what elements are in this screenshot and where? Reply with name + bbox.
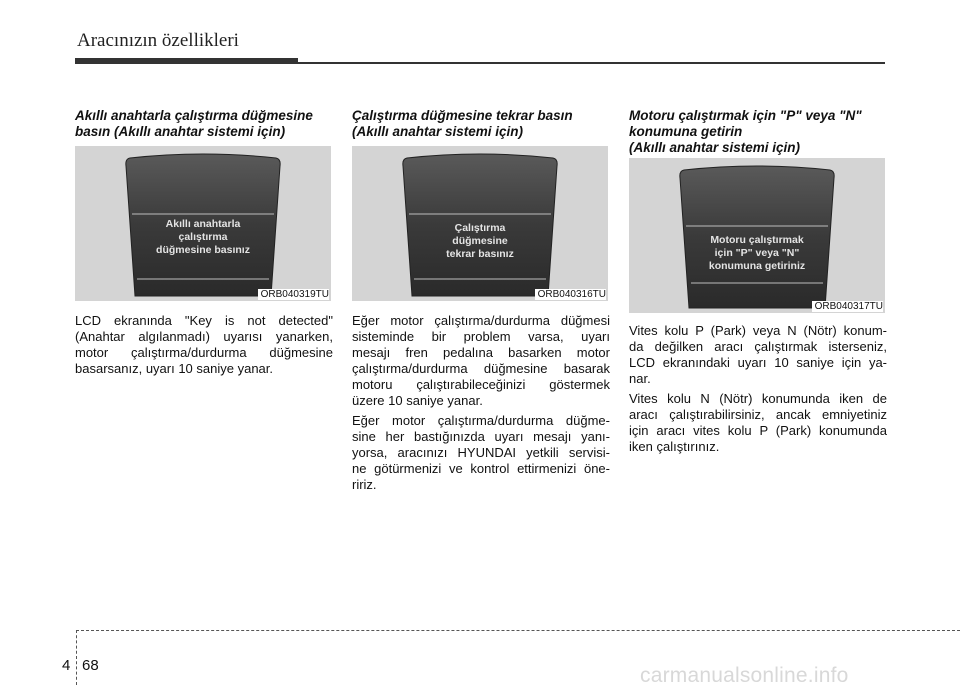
footer-vertical-rule [76, 630, 77, 685]
body-paragraph: Eğer motor çalıştırma/durdurma düğme- sine her bastığınızda uyarı mesajı yanı- yorsa, aracınızı HYUNDAI yetkili servisi- ne götürmenizi ve kontrol ettirmenizi öne- ririz. [352, 413, 610, 492]
body-paragraph: Vites kolu N (Nötr) konumunda iken de aracı çalıştırabilirsiniz, ancak emniyetiniz için aracı vites kolu P (Park) konumunda iken çalıştırınız. [629, 391, 887, 454]
page-number: 68 [82, 657, 99, 674]
column-2 [352, 108, 610, 497]
body-paragraph: Eğer motor çalıştırma/durdurma düğmesi sisteminde bir problem varsa, uyarı mesajı fren pedalına basarken motor çalıştırma/durdurma düğmesine basarak motoru çalıştırabileceğinizi göstermek üzere 10 saniye yanar. [352, 313, 610, 408]
column-3 [629, 108, 887, 459]
lcd-message-text: Motoru çalıştırmak için "P" veya "N" konumuna getiriniz [708, 234, 806, 272]
section-heading: Çalıştırma düğmesine tekrar basın (Akıllı anahtar sistemi için) [352, 108, 573, 139]
header-rule-thin [298, 62, 885, 64]
lcd-warning-figure [75, 146, 331, 301]
footer-horizontal-rule [76, 630, 960, 631]
figure-code: ORB040319TU [258, 289, 329, 300]
page-header-title: Aracınızın özellikleri [77, 30, 239, 51]
figure-code: ORB040316TU [535, 289, 606, 300]
watermark: carmanualsonline.info [640, 664, 849, 687]
lcd-message-text: Akıllı anahtarla çalıştırma düğmesine basınız [156, 218, 250, 256]
header-rule-thick [75, 58, 298, 64]
lcd-warning-figure [629, 158, 885, 313]
lcd-message-text: Çalıştırma düğmesine tekrar basınız [446, 222, 514, 260]
section-heading: Akıllı anahtarla çalıştırma düğmesine basın (Akıllı anahtar sistemi için) [75, 108, 313, 139]
section-number: 4 [62, 657, 71, 674]
section-heading: Motoru çalıştırmak için "P" veya "N" konumuna getirin (Akıllı anahtar sistemi için) [629, 108, 862, 155]
column-1 [75, 108, 333, 381]
body-paragraph: Vites kolu P (Park) veya N (Nötr) konum- da değilken aracı çalıştırmak isterseniz, LCD ekranındaki uyarı 10 saniye için ya- nar. [629, 323, 887, 386]
body-paragraph: LCD ekranında "Key is not detected" (Anahtar algılanmadı) uyarısı yanarken, motor çalıştırma/durdurma düğmesine basarsanız, uyarı 10 saniye yanar. [75, 313, 333, 376]
figure-code: ORB040317TU [812, 301, 883, 312]
lcd-warning-figure [352, 146, 608, 301]
